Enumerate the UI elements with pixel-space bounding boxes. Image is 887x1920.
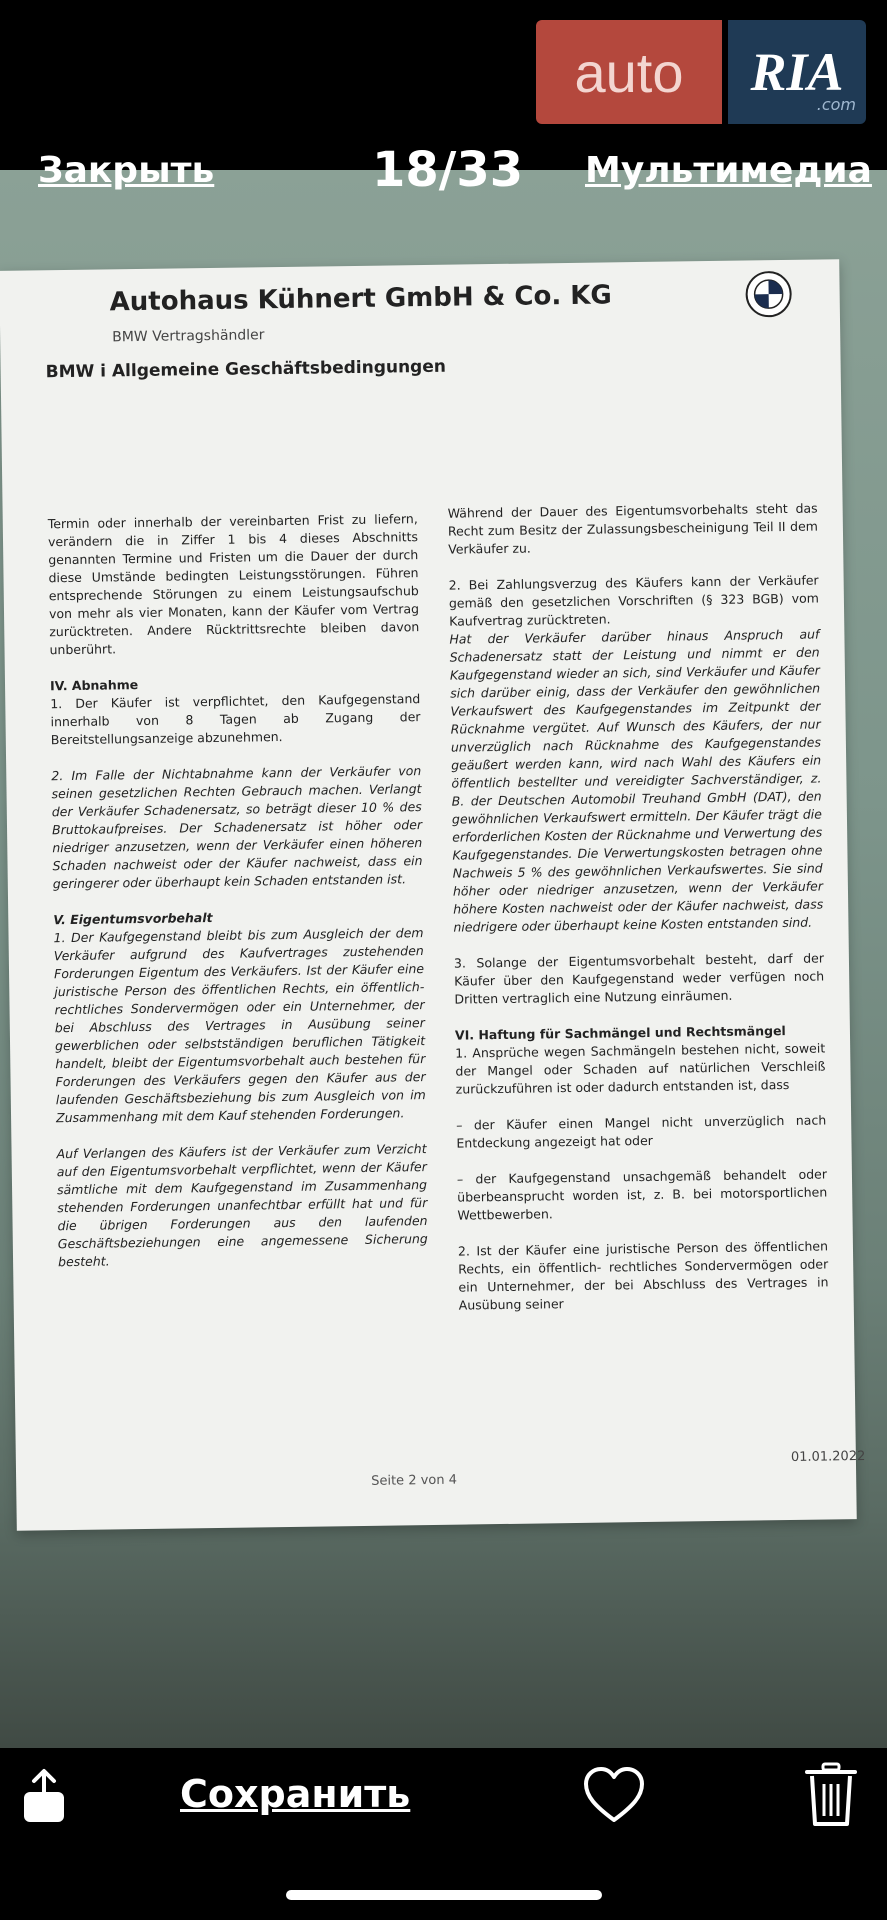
auto-ria-badge-auto xyxy=(536,20,722,124)
badge-auto-text: auto xyxy=(574,40,684,104)
save-button[interactable]: Сохранить xyxy=(180,1772,411,1816)
photo-viewer[interactable] xyxy=(0,170,887,1748)
document-right-column xyxy=(448,500,830,1333)
haftung-p1a: – der Käufer einen Mangel nicht unverzüglich nach Entdeckung angezeigt hat oder xyxy=(456,1112,827,1151)
home-indicator[interactable] xyxy=(286,1890,602,1900)
section-heading-eigentumsvorbehalt: V. Eigentumsvorbehalt xyxy=(53,910,213,928)
abnahme-p2: 2. Im Falle der Nichtabnahme kann der Verkäufer von seinen gesetzlichen Rechten Gebrauch machen. Verlangt der Verkäufer Schadenersatz, so beträgt dieser 10 % des Bruttokaufpreises. Der Schadenersatz ist höher oder niedriger anzusetzen, wenn der Verkäufer einen höheren Schaden nachweist oder der Käufer nachweist, dass ein geringerer oder überhaupt kein Schaden entstanden ist. xyxy=(51,763,423,892)
auto-ria-badge-ria xyxy=(728,20,866,124)
eigentumsvorbehalt-p3: 3. Solange der Eigentumsvorbehalt besteht, darf der Käufer über den Kaufgegenstand weder verfügen noch Dritten vertraglich eine Nutzung einräumen. xyxy=(453,950,825,1007)
image-counter: 18/33 xyxy=(372,142,524,198)
section-heading-haftung: VI. Haftung für Sachmängel und Rechtsmängel xyxy=(454,1023,786,1043)
heart-icon[interactable] xyxy=(583,1766,645,1824)
share-icon[interactable] xyxy=(20,1768,68,1824)
badge-ria-text: RIA xyxy=(750,42,844,102)
document-left-column xyxy=(48,510,429,1289)
zahlungsverzug-cont: Hat der Verkäufer darüber hinaus Anspruch auf Schadenersatz statt der Leistung und nimmt er den Kaufgegenstand wieder an sich, sind Verkäufer und Käufer sich darüber einig, dass der Verkäufer den gewöhnlichen Verkaufswert des Kaufgegenstandes im Zeitpunkt der Rücknahme vergütet. Auf Wunsch des Käufers, der nur unverzüglich nach Rücknahme des Kaufgegenstandes geäußert werden kann, wird nach Wahl des Käufers ein öffentlich bestellter und vereidigter Sachverständiger, z. B. der Deutschen Automobil Treuhand GmbH (DAT), den gewöhnlichen Verkaufswert ermitteln. Der Käufer trägt die erforderlichen Kosten der Rücknahme und Verwertung des Kaufgegenstandes. Die Verwertungskosten betragen ohne Nachweis 5 % des gewöhnlichen Verkaufswertes. Sie sind höher oder niedriger anzusetzen, wenn der Verkäufer höhere Kosten nachweist oder der Käufer nachweist, dass niedrigere oder überhaupt keine Kosten entstanden sind. xyxy=(449,626,824,935)
close-button[interactable]: Закрыть xyxy=(38,150,215,191)
section-heading-abnahme: IV. Abnahme xyxy=(49,677,139,694)
haftung-p1: 1. Ansprüche wegen Sachmängeln bestehen nicht, soweit der Mangel oder Schaden auf natürlichen Verschleiß zurückzuführen ist oder dadurch entstanden ist, dass xyxy=(455,1040,826,1097)
haftung-p2: 2. Ist der Käufer eine juristische Person des öffentlichen Rechts, ein öffentlich- rechtliches Sondervermögen oder ein Unternehmer, der bei Abschluss des Vertrages in Ausübung seiner xyxy=(457,1238,829,1313)
abnahme-p1: 1. Der Käufer ist verpflichtet, den Kaufgegenstand innerhalb von 8 Tagen ab Zugang der Bereitstellungsanzeige abzunehmen. xyxy=(50,691,421,748)
document-title: BMW i Allgemeine Geschäftsbedingungen xyxy=(45,356,447,383)
eigentumsvorbehalt-p2: Auf Verlangen des Käufers ist der Verkäufer zum Verzicht auf den Eigentumsvorbehalt verpflichtet, wenn der Käufer sämtliche mit dem Kaufgegenstand im Zusammenhang stehenden Forderungen unanfechtbar erfüllt hat und für die übrigen Forderungen aus den laufenden Geschäftsbeziehungen eine angemessene Sicherung besteht. xyxy=(56,1141,428,1270)
document-page xyxy=(0,259,866,1531)
multimedia-button[interactable]: Мультимедиа xyxy=(585,150,872,191)
right-intro: Während der Dauer des Eigentumsvorbehalts steht das Recht zum Besitz der Zulassungsbescheinigung Teil II dem Verkäufer zu. xyxy=(447,500,818,557)
zahlungsverzug-p: 2. Bei Zahlungsverzug des Käufers kann der Verkäufer gemäß den gesetzlichen Vorschriften (§ 323 BGB) vom Kaufvertrag zurücktreten. xyxy=(448,572,819,629)
document-dealer: BMW Vertragshändler xyxy=(112,327,265,346)
document-date: 01.01.2022 xyxy=(790,1448,866,1465)
haftung-p1b: – der Kaufgegenstand unsachgemäß behandelt oder überbeansprucht worden ist, z. B. bei motorsportlichen Wettbewerben. xyxy=(456,1166,828,1223)
document-company: Autohaus Kühnert GmbH & Co. KG xyxy=(109,280,612,318)
eigentumsvorbehalt-p1: 1. Der Kaufgegenstand bleibt bis zum Ausgleich der dem Verkäufer aufgrund des Kaufvertrages zustehenden Forderungen Eigentum des Verkäufers. Ist der Käufer eine juristische Person des öffentlichen Rechts, ein öffentlich-rechtliches Sondervermögen oder ein Unternehmer, der bei Abschluss des Vertrages in Ausübung seiner gewerblichen oder selbstständigen beruflichen Tätigkeit handelt, bleibt der Eigentumsvorbehalt auch bestehen für Forderungen des Verkäufers gegen den Käufer aus der laufenden Geschäftsbeziehung bis zum Ausgleich von im Zusammenhang mit dem Kauf stehenden Forderungen. xyxy=(53,925,426,1126)
bmw-logo-icon xyxy=(744,270,793,319)
document-page-number: Seite 2 von 4 xyxy=(371,1472,458,1489)
left-intro: Termin oder innerhalb der vereinbarten Frist zu liefern, verändern die in Ziffer 1 bis 4 dieses Abschnitts genannten Termine und Fristen um die Dauer der durch diese Umstände bedingten Leistungsstörungen. Führen entsprechende Störungen zu einem Leistungsaufschub von mehr als vier Monaten, kann der Käufer vom Vertrag zurücktreten. Andere Rücktrittsrechte bleiben davon unberührt. xyxy=(47,511,420,658)
trash-icon[interactable] xyxy=(805,1762,857,1828)
badge-com-text: .com xyxy=(816,95,856,114)
